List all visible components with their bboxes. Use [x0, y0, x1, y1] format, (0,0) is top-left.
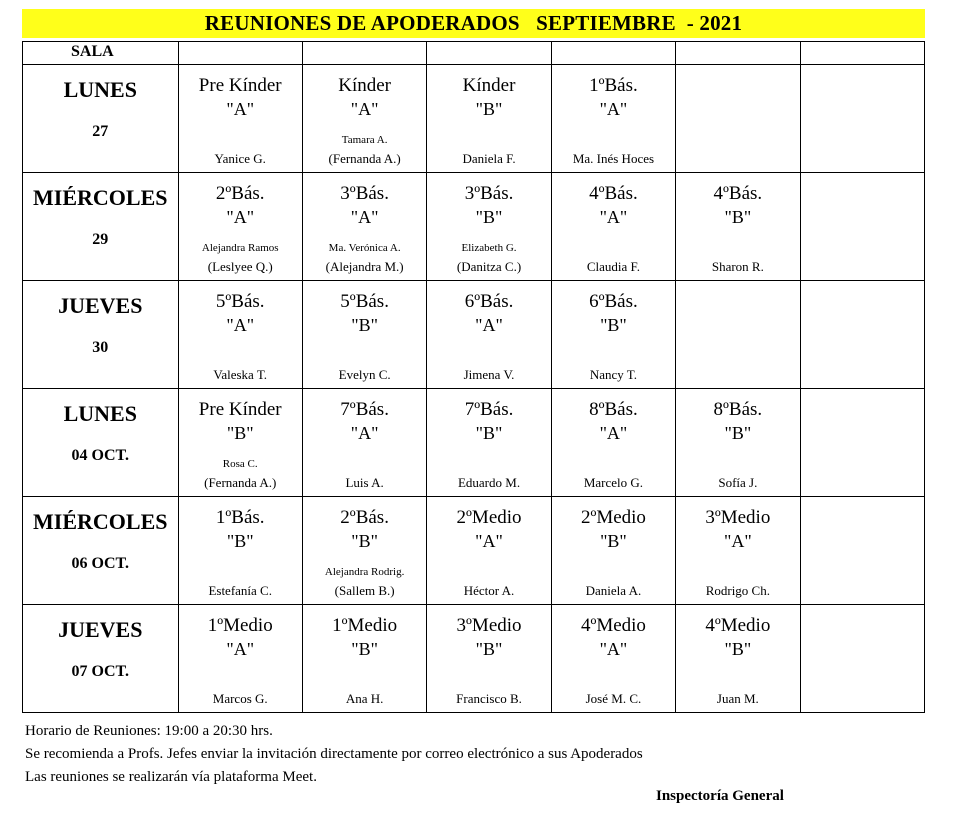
- course-name: 1ºBás.: [215, 507, 265, 528]
- teacher-block: [552, 580, 675, 601]
- day-cell: [23, 497, 179, 605]
- course-cell: [800, 281, 924, 389]
- teacher-block: [427, 688, 550, 709]
- teacher-block: [676, 580, 799, 601]
- course-section: "A": [599, 423, 628, 443]
- teacher-name: (Sallem B.): [334, 583, 395, 598]
- teacher-name: Daniela A.: [585, 583, 642, 598]
- day-date: 04 OCT.: [71, 447, 129, 464]
- course-section: "A": [350, 207, 379, 227]
- note-recommendation: Se recomienda a Profs. Jefes enviar la invitación directamente por correo electrónico a sus Apoderados: [25, 746, 643, 762]
- day-date: 07 OCT.: [71, 663, 129, 680]
- course-name: 8ºBás.: [713, 399, 763, 420]
- teacher-block: [552, 688, 675, 709]
- day-date: 29: [92, 231, 109, 248]
- header-cell: [302, 42, 426, 65]
- teacher-name: Alejandra Rodrig.: [324, 566, 405, 578]
- day-name: JUEVES: [58, 293, 143, 318]
- course-cell: [551, 65, 675, 173]
- course-name: 2ºMedio: [580, 507, 646, 528]
- day-name: MIÉRCOLES: [33, 509, 168, 534]
- course-section: "B": [475, 639, 503, 659]
- course-name: 6ºBás.: [464, 291, 514, 312]
- teacher-name: (Leslyee Q.): [207, 259, 273, 274]
- course-cell: [676, 173, 800, 281]
- course-section: "A": [226, 315, 255, 335]
- teacher-name: Valeska T.: [213, 367, 268, 382]
- course-name: 3ºBás.: [464, 183, 514, 204]
- course-cell: [427, 497, 551, 605]
- teacher-block: [179, 456, 302, 493]
- teacher-name: Claudia F.: [586, 259, 640, 274]
- teacher-block: [676, 256, 799, 277]
- course-section: "A": [475, 315, 503, 335]
- teacher-name: Francisco B.: [456, 691, 522, 706]
- course-cell: [302, 605, 426, 713]
- teacher-name: Sofía J.: [718, 475, 758, 490]
- course-cell: [800, 65, 924, 173]
- course-cell: [800, 173, 924, 281]
- course-cell: [800, 497, 924, 605]
- course-cell: [302, 389, 426, 497]
- teacher-name: Jimena V.: [463, 367, 515, 382]
- course-cell: [427, 65, 551, 173]
- course-section: "B": [600, 315, 627, 335]
- teacher-name: Tamara A.: [341, 134, 388, 146]
- course-name: 6ºBás.: [589, 291, 638, 312]
- teacher-name: Alejandra Ramos: [201, 242, 279, 254]
- course-section: "A": [226, 99, 255, 119]
- teacher-name: Ana H.: [345, 691, 384, 706]
- course-cell: [800, 605, 924, 713]
- course-section: "A": [599, 639, 628, 659]
- teacher-block: [303, 688, 426, 709]
- course-cell: [302, 173, 426, 281]
- teacher-name: Luis A.: [345, 475, 384, 490]
- course-cell: [551, 389, 675, 497]
- course-name: 1ºMedio: [207, 615, 273, 636]
- teacher-name: Ma. Inés Hoces: [572, 151, 655, 166]
- course-cell: [427, 281, 551, 389]
- course-cell: [427, 173, 551, 281]
- teacher-block: [303, 564, 426, 601]
- teacher-name: Marcelo G.: [583, 475, 644, 490]
- teacher-name: Rosa C.: [222, 458, 258, 470]
- course-name: 1ºMedio: [332, 615, 398, 636]
- course-section: "B": [724, 639, 752, 659]
- day-name: MIÉRCOLES: [33, 185, 168, 210]
- course-cell: [178, 65, 302, 173]
- teacher-name: José M. C.: [585, 691, 642, 706]
- course-name: 4ºBás.: [713, 183, 763, 204]
- teacher-name: Elizabeth G.: [461, 242, 517, 254]
- course-section: "B": [226, 531, 254, 551]
- course-name: Kínder: [462, 75, 516, 96]
- page-title: REUNIONES DE APODERADOS SEPTIEMBRE - 2021: [22, 9, 925, 38]
- day-cell: [23, 281, 179, 389]
- teacher-block: [676, 688, 799, 709]
- course-name: 1ºBás.: [589, 75, 638, 96]
- header-cell: [178, 42, 302, 65]
- teacher-name: Rodrigo Ch.: [705, 583, 770, 598]
- course-cell: [551, 605, 675, 713]
- teacher-name: Héctor A.: [463, 583, 515, 598]
- schedule-table: [22, 41, 925, 713]
- course-name: Pre Kínder: [198, 399, 282, 420]
- day-date: 27: [92, 123, 109, 140]
- day-name: LUNES: [63, 401, 137, 426]
- teacher-block: [676, 472, 799, 493]
- course-cell: [676, 605, 800, 713]
- course-cell: [178, 389, 302, 497]
- teacher-block: [427, 240, 550, 277]
- course-section: "B": [724, 423, 752, 443]
- teacher-name: Juan M.: [716, 691, 759, 706]
- teacher-name: (Fernanda A.): [328, 151, 401, 166]
- day-row: [23, 605, 925, 713]
- course-section: "A": [599, 99, 628, 119]
- course-name: 7ºBás.: [464, 399, 514, 420]
- course-name: 5ºBás.: [215, 291, 265, 312]
- teacher-name: Evelyn C.: [338, 367, 391, 382]
- course-section: "B": [226, 423, 254, 443]
- teacher-name: (Danitza C.): [456, 259, 522, 274]
- teacher-name: Marcos G.: [212, 691, 268, 706]
- day-row: [23, 281, 925, 389]
- header-cell: [676, 42, 800, 65]
- teacher-block: [552, 256, 675, 277]
- course-section: "B": [475, 207, 503, 227]
- day-row: [23, 173, 925, 281]
- teacher-name: (Fernanda A.): [204, 475, 277, 490]
- course-name: 7ºBás.: [340, 399, 389, 420]
- course-section: "B": [351, 531, 378, 551]
- course-cell: [427, 605, 551, 713]
- course-section: "B": [600, 531, 627, 551]
- course-cell: [178, 497, 302, 605]
- course-section: "A": [226, 639, 255, 659]
- sala-header: SALA: [23, 42, 179, 65]
- course-cell: [800, 389, 924, 497]
- day-name: LUNES: [63, 77, 137, 102]
- teacher-name: Estefanía C.: [208, 583, 272, 598]
- course-name: Kínder: [338, 75, 391, 96]
- course-name: 4ºBás.: [589, 183, 638, 204]
- teacher-name: Ma. Verónica A.: [328, 242, 401, 254]
- teacher-block: [179, 364, 302, 385]
- day-date: 30: [92, 339, 109, 356]
- course-section: "A": [226, 207, 255, 227]
- course-cell: [302, 497, 426, 605]
- teacher-name: Daniela F.: [462, 151, 516, 166]
- course-cell: [676, 389, 800, 497]
- course-name: 3ºMedio: [456, 615, 522, 636]
- day-date: 06 OCT.: [71, 555, 129, 572]
- course-name: 2ºBás.: [215, 183, 265, 204]
- course-cell: [551, 281, 675, 389]
- header-cell: [551, 42, 675, 65]
- course-cell: [676, 281, 800, 389]
- course-section: "B": [351, 315, 378, 335]
- course-cell: [427, 389, 551, 497]
- day-name: JUEVES: [58, 617, 143, 642]
- course-name: 4ºMedio: [580, 615, 646, 636]
- teacher-block: [427, 364, 550, 385]
- course-name: 3ºMedio: [705, 507, 771, 528]
- course-section: "B": [475, 423, 503, 443]
- teacher-block: [427, 580, 550, 601]
- course-cell: [676, 497, 800, 605]
- note-platform: Las reuniones se realizarán vía plataforma Meet.: [25, 769, 317, 785]
- course-name: 8ºBás.: [589, 399, 638, 420]
- teacher-block: [303, 364, 426, 385]
- teacher-block: [303, 132, 426, 169]
- teacher-name: Eduardo M.: [457, 475, 521, 490]
- course-section: "A": [350, 423, 379, 443]
- teacher-block: [179, 148, 302, 169]
- course-name: 5ºBás.: [340, 291, 389, 312]
- teacher-block: [303, 472, 426, 493]
- day-cell: [23, 605, 179, 713]
- course-section: "A": [723, 531, 752, 551]
- notes: [25, 720, 643, 789]
- teacher-name: Nancy T.: [589, 367, 638, 382]
- day-row: [23, 389, 925, 497]
- course-section: "B": [351, 639, 378, 659]
- course-cell: [178, 173, 302, 281]
- day-row: [23, 497, 925, 605]
- header-cell: [427, 42, 551, 65]
- course-cell: [178, 281, 302, 389]
- course-section: "A": [599, 207, 628, 227]
- course-name: 2ºMedio: [456, 507, 522, 528]
- course-name: 3ºBás.: [340, 183, 389, 204]
- teacher-block: [179, 688, 302, 709]
- course-name: Pre Kínder: [198, 75, 282, 96]
- teacher-name: Sharon R.: [711, 259, 764, 274]
- teacher-name: Yanice G.: [214, 151, 266, 166]
- note-schedule: Horario de Reuniones: 19:00 a 20:30 hrs.: [25, 723, 273, 739]
- course-section: "A": [475, 531, 503, 551]
- course-cell: [551, 173, 675, 281]
- day-cell: [23, 389, 179, 497]
- course-name: 2ºBás.: [340, 507, 389, 528]
- teacher-block: [552, 472, 675, 493]
- header-cell: [800, 42, 924, 65]
- teacher-block: [179, 580, 302, 601]
- course-cell: [302, 65, 426, 173]
- teacher-block: [303, 240, 426, 277]
- day-row: [23, 65, 925, 173]
- day-cell: [23, 173, 179, 281]
- teacher-block: [427, 472, 550, 493]
- course-section: "A": [350, 99, 379, 119]
- teacher-name: (Alejandra M.): [325, 259, 404, 274]
- course-cell: [178, 605, 302, 713]
- header-row: [23, 42, 925, 65]
- day-cell: [23, 65, 179, 173]
- teacher-block: [552, 364, 675, 385]
- course-cell: [302, 281, 426, 389]
- course-section: "B": [475, 99, 503, 119]
- teacher-block: [552, 148, 675, 169]
- signature: Inspectoría General: [656, 788, 784, 804]
- course-cell: [676, 65, 800, 173]
- course-section: "B": [724, 207, 752, 227]
- teacher-block: [427, 148, 550, 169]
- course-name: 4ºMedio: [705, 615, 771, 636]
- teacher-block: [179, 240, 302, 277]
- course-cell: [551, 497, 675, 605]
